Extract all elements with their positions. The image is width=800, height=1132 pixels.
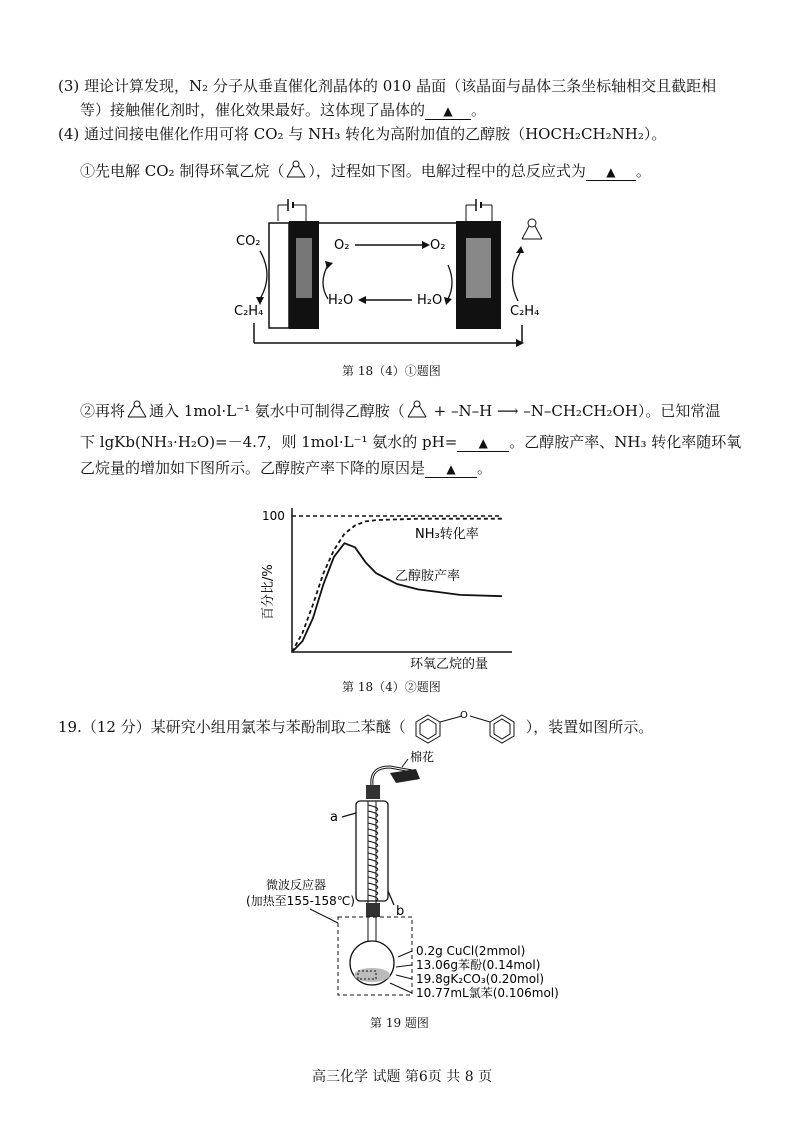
svg-text:O: O	[459, 710, 468, 721]
q18-4-sub1	[80, 160, 651, 181]
series-ethanolamine-yield	[292, 543, 502, 652]
product-formula: –N–CH₂CH₂OH）。已知常温	[523, 402, 721, 420]
cotton-plug	[390, 769, 420, 783]
y-tick-100: 100	[262, 509, 285, 523]
epoxide-icon	[125, 400, 149, 420]
epoxide-icon	[522, 219, 542, 239]
q18-4-sub2-line3	[80, 458, 492, 478]
label-a: a	[330, 810, 338, 825]
q18-4-sub2-line3-pre: 乙烷量的增加如下图所示。乙醇胺产率下降的原因是	[80, 459, 426, 477]
q18-4-sub2-line2-post: 。乙醇胺产率、NH₃ 转化率随环氧	[509, 433, 742, 451]
q18-4-sub1-mid: ），过程如下图。电解过程中的总反应式为	[308, 162, 586, 180]
q18-4-sub2-line2	[80, 432, 741, 452]
left-membrane	[269, 223, 289, 328]
q18-4-sub2-line3-post: 。	[477, 459, 493, 477]
label-b: b	[396, 904, 405, 919]
epoxide-icon	[284, 160, 308, 180]
answer-blank[interactable]	[425, 102, 471, 120]
reagent-3: 19.8gK₂CO₃(0.20mol)	[416, 972, 545, 986]
amine-formula: –N–H	[450, 402, 493, 420]
fig1-caption: 第 18（4）①题图	[342, 364, 441, 378]
top-stopper	[366, 785, 380, 799]
q18-4-sub1-post: 。	[635, 162, 651, 180]
o2-left-label: O₂	[334, 238, 350, 253]
reagent-2: 13.06g苯酚(0.14mol)	[416, 958, 541, 972]
q18-4-intro: (4) 通过间接电催化作用可将 CO₂ 与 NH₃ 转化为高附加值的乙醇胺（HOCH₂CH₂NH₂）。	[58, 125, 667, 143]
answer-blank[interactable]	[586, 163, 636, 181]
left-electrode-shade	[296, 238, 312, 298]
legend-nh3: NH₃转化率	[415, 527, 479, 542]
plus-sign: +	[433, 402, 447, 420]
right-electrode-shade	[466, 238, 491, 298]
h2o-right-label: H₂O	[417, 293, 443, 308]
q18-4-sub1-pre: ①先电解 CO₂ 制得环氧乙烷（	[80, 162, 285, 180]
reagent-4: 10.77mL氯苯(0.106mol)	[416, 986, 559, 1000]
q18-3-line2	[80, 100, 486, 120]
yield-chart	[250, 500, 520, 675]
q18-4-sub2-line2-pre: 下 lgKb(NH₃·H₂O)=－4.7，则 1mol·L⁻¹ 氨水的 pH=	[80, 433, 458, 451]
q18-3-line2-pre: 等）接触催化剂时，催化效果最好。这体现了晶体的	[80, 101, 426, 119]
c2h4-right-label: C₂H₄	[510, 304, 540, 319]
triangle-mark: ▲	[478, 436, 488, 450]
fig2-caption: 第 18（4）②题图	[342, 680, 441, 694]
q19-post: ），装置如图所示。	[525, 718, 654, 736]
triangle-mark: ▲	[606, 165, 616, 179]
co2-label: CO₂	[236, 234, 261, 249]
epoxide-icon	[405, 400, 429, 420]
flask-contents	[354, 968, 390, 982]
triangle-mark: ▲	[446, 462, 456, 476]
answer-blank[interactable]	[457, 434, 509, 452]
x-axis-label: 环氧乙烷的量	[410, 657, 489, 672]
q19-line	[58, 710, 653, 744]
fig3-caption: 第 19 题图	[370, 1016, 429, 1030]
q18-4-sub2-line1	[80, 400, 720, 421]
cotton-label: 棉花	[410, 750, 435, 764]
condenser-outer	[356, 801, 388, 901]
q18-4-sub2-mid: 通入 1mol·L⁻¹ 氨水中可制得乙醇胺（	[149, 402, 405, 420]
q18-3-line1: (3) 理论计算发现，N₂ 分子从垂直催化剂晶体的 010 晶面（该晶面与晶体三条坐标轴相交且截距相	[58, 77, 717, 95]
legend-ethanolamine: 乙醇胺产率	[395, 569, 461, 584]
q19-pre: 19.（12 分）某研究小组用氯苯与苯酚制取二苯醚（	[58, 718, 406, 736]
lower-stopper	[366, 903, 380, 917]
answer-blank[interactable]	[425, 460, 477, 478]
reagent-1: 0.2g CuCl(2mmol)	[416, 944, 526, 958]
reaction-arrow: ⟶	[496, 402, 519, 420]
reactor-label-2: (加热至155-158℃)	[246, 894, 355, 908]
reactor-label-1: 微波反应器	[266, 878, 327, 892]
apparatus-diagram	[230, 745, 570, 1010]
triangle-mark: ▲	[443, 104, 453, 118]
page-footer: 高三化学 试题 第6页 共 8 页	[312, 1069, 493, 1085]
y-axis-label: 百分比/%	[261, 564, 276, 620]
q18-4-sub2-pre: ②再将	[80, 402, 126, 420]
diphenyl-ether-icon	[406, 710, 526, 744]
electrolysis-diagram	[230, 193, 550, 353]
c2h4-left-label: C₂H₄	[234, 304, 264, 319]
h2o-left-label: H₂O	[328, 293, 354, 308]
o2-right-label: O₂	[430, 238, 446, 253]
q18-3-line2-post: 。	[471, 101, 487, 119]
